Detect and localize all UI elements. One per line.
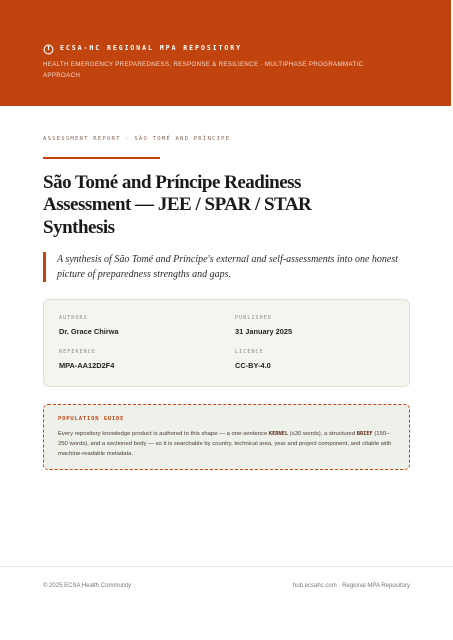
brand-subtitle: HEALTH EMERGENCY PREPAREDNESS, RESPONSE & RESILIENCE · MULTIPHASE PROGRAMMATIC APPROACH: [43, 61, 364, 79]
published-value: 31 January 2025: [235, 327, 293, 336]
document-lede: A synthesis of São Tomé and Príncipe's external and self-assessments into one honest picture of preparedness strengths and gaps.: [43, 252, 403, 282]
footer-copyright: © 2025 ECSA Health Community: [43, 583, 132, 589]
accent-divider: [43, 157, 160, 159]
kernel-keyword: KERNEL: [268, 431, 289, 437]
brand-title: ECSA-HC REGIONAL MPA REPOSITORY: [60, 43, 242, 52]
authors-value: Dr. Grace Chirwa: [59, 327, 119, 336]
footer-divider: [0, 566, 453, 567]
licence-value: CC-BY-4.0: [235, 361, 271, 370]
guide-body: [58, 429, 395, 459]
page-title: São Tomé and Príncipe Readiness Assessment — JEE / SPAR / STAR Synthesis: [43, 172, 312, 238]
reference-field: [59, 349, 114, 370]
population-guide: [43, 404, 410, 470]
guide-title: POPULATION GUIDE: [58, 416, 125, 422]
header-banner: [0, 0, 453, 106]
authors-field: [59, 315, 119, 336]
brief-keyword: BRIEF: [356, 431, 373, 437]
metadata-card: [43, 299, 410, 387]
published-field: [235, 315, 292, 336]
licence-label: LICENCE: [235, 349, 264, 355]
licence-field: [235, 349, 271, 370]
reference-value: MPA-AA12D2F4: [59, 361, 115, 370]
document-eyebrow: ASSESSMENT REPORT · SÃO TOMÉ AND PRÍNCIPE: [43, 136, 231, 142]
authors-label: AUTHORS: [59, 315, 88, 321]
guide-text-3: (150–250 words), and a sectioned body — so it is searchable by country, technical area, year and project component, and citable with machine-readable metadata.: [58, 431, 392, 457]
guide-text-1: Every repository knowledge product is authored to this shape — a one-sentence: [58, 431, 269, 437]
brand-row[interactable]: [43, 42, 242, 53]
reference-label: REFERENCE: [59, 349, 96, 355]
published-label: PUBLISHED: [235, 315, 272, 321]
footer-site-link[interactable]: hub.ecsahc.com · Regional MPA Repository: [293, 583, 410, 589]
guide-text-2: (≤30 words), a structured: [288, 431, 357, 437]
power-icon: [43, 42, 54, 53]
